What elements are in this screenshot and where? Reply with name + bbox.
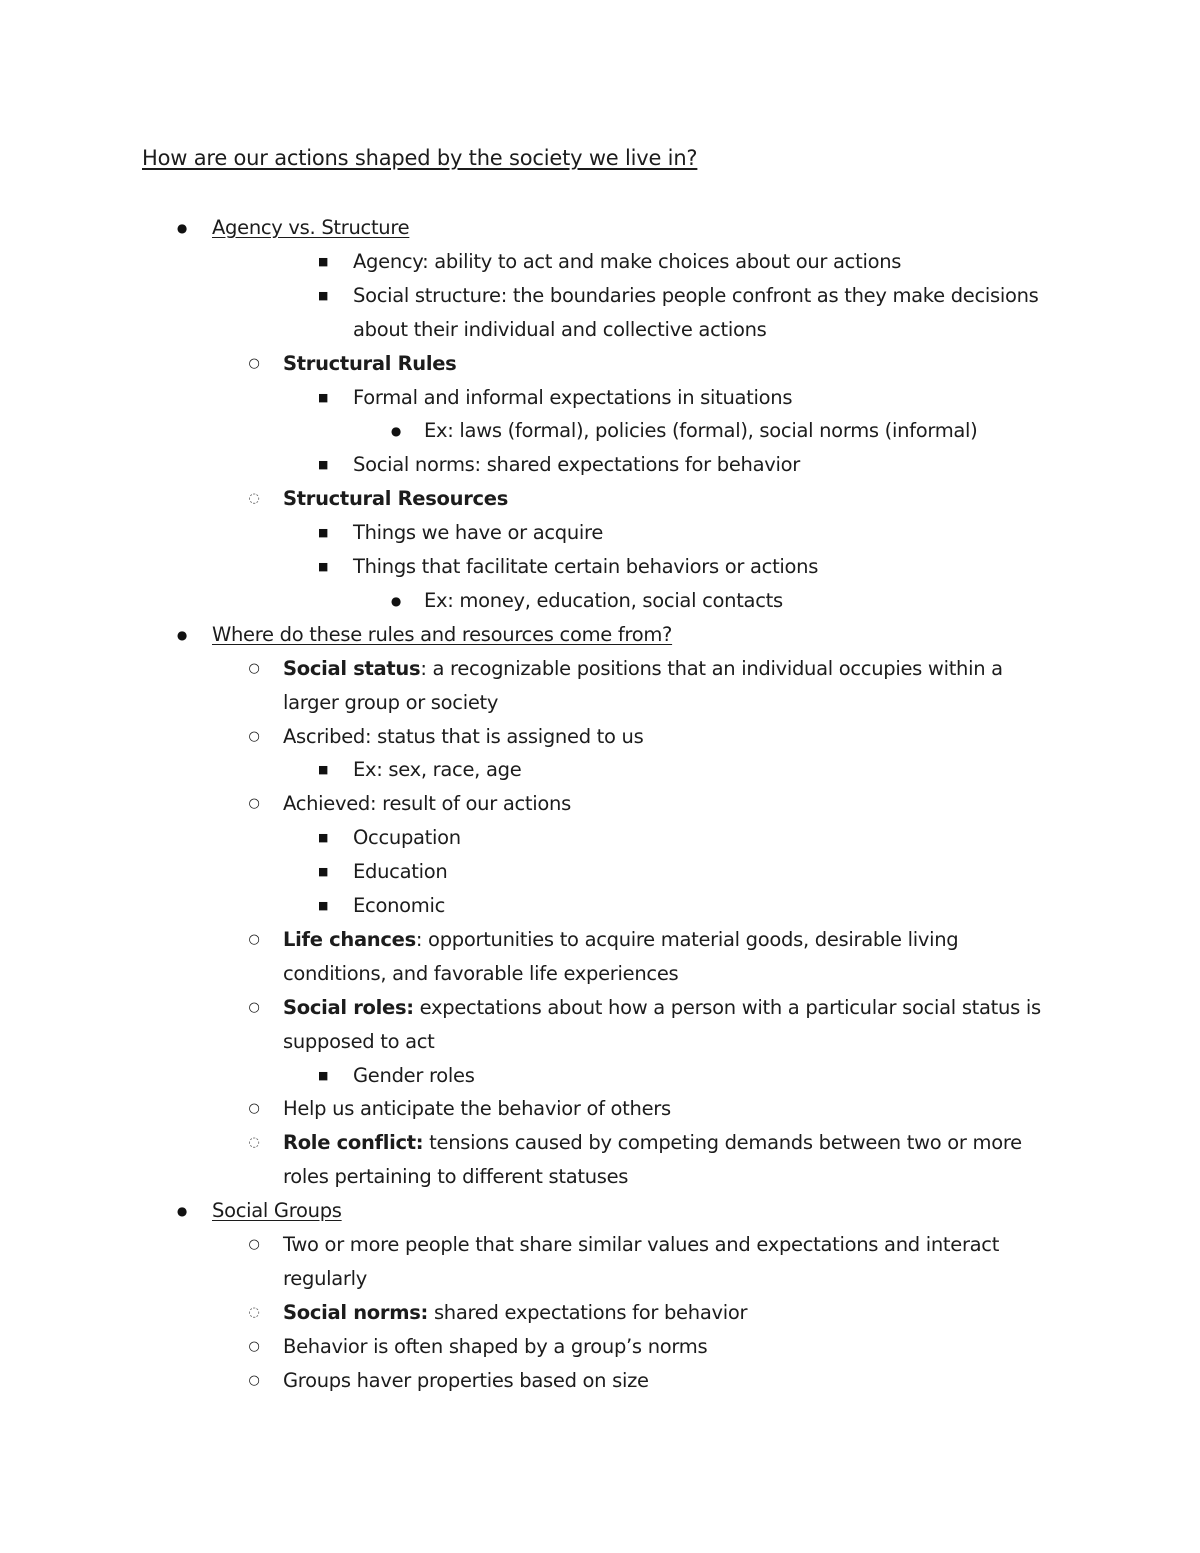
outline-text: [353, 753, 521, 787]
bold-term: Life chances: [283, 927, 416, 951]
outline-text: [283, 1025, 435, 1059]
circle-bullet-icon: ○: [248, 355, 260, 371]
outline-text: [283, 787, 571, 821]
body-text: about their individual and collective actions: [353, 317, 767, 341]
body-text: Agency: ability to act and make choices about our actions: [353, 249, 902, 273]
body-text: Groups haver properties based on size: [283, 1368, 649, 1392]
body-text: Formal and informal expectations in situations: [353, 385, 793, 409]
circle-bullet-icon: ○: [248, 728, 260, 744]
body-text: Ex: money, education, social contacts: [424, 588, 783, 612]
outline-text: [283, 1296, 747, 1330]
body-text: Education: [353, 860, 448, 884]
outline-text: [353, 313, 767, 347]
bold-term: Structural Rules: [283, 351, 457, 375]
outline-text: [353, 381, 792, 415]
bold-term: Structural Resources: [283, 487, 509, 511]
circle-bullet-icon: ○: [248, 1237, 260, 1252]
bold-term: Role conflict:: [283, 1131, 424, 1155]
square-bullet-icon: ■: [317, 390, 329, 404]
body-text: regularly: [283, 1266, 367, 1290]
outline-text: [283, 1160, 628, 1194]
outline-text: [353, 245, 901, 279]
circle-bullet-icon: ○: [248, 1101, 260, 1117]
body-text: tensions caused by competing demands between two or more: [423, 1131, 1022, 1155]
body-text: Achieved: result of our actions: [283, 792, 571, 816]
body-text: Things that facilitate certain behaviors or actions: [353, 555, 819, 578]
outline-text: [283, 1330, 707, 1364]
square-bullet-icon: ■: [317, 831, 329, 845]
outline-text: [353, 550, 818, 584]
outline-text: [283, 482, 508, 516]
body-text: expectations about how a person with a particular social status is: [413, 995, 1041, 1019]
outline-text: [283, 1364, 649, 1398]
body-text: Occupation: [353, 826, 461, 850]
outline-text: [283, 686, 498, 720]
outline-text: [424, 414, 977, 448]
square-bullet-icon: ■: [317, 526, 329, 540]
outline-text: [353, 889, 445, 923]
circle-bullet-icon: ○: [248, 1338, 260, 1354]
bold-term: Social norms:: [283, 1300, 429, 1324]
disc-bullet-icon: ●: [176, 1204, 188, 1219]
body-text: shared expectations for behavior: [428, 1300, 748, 1324]
dotted-bullet-icon: ◌: [248, 491, 260, 507]
outline-text: [353, 448, 800, 482]
outline-text: [353, 1059, 475, 1093]
square-bullet-icon: ■: [317, 865, 329, 879]
outline-text: [283, 1262, 367, 1296]
body-text: Help us anticipate the behavior of others: [283, 1097, 671, 1121]
circle-bullet-icon: ○: [248, 796, 260, 812]
square-bullet-icon: ■: [317, 763, 329, 777]
section-heading: Social Groups: [212, 1199, 342, 1223]
outline-text: [212, 618, 672, 652]
outline-text: [283, 923, 958, 957]
disc-bullet-icon: ●: [176, 627, 188, 642]
body-text: larger group or society: [283, 690, 499, 714]
section-heading: Agency vs. Structure: [212, 216, 410, 239]
outline-text: [353, 516, 603, 550]
outline-text: [283, 1228, 999, 1262]
body-text: Ex: sex, race, age: [353, 758, 522, 782]
body-text: Ascribed: status that is assigned to us: [283, 724, 644, 748]
disc-bullet-icon: ●: [390, 593, 402, 608]
body-text: Behavior is often shaped by a group’s norms: [283, 1334, 708, 1358]
body-text: Two or more people that share similar values and expectations and interact: [283, 1233, 1000, 1256]
disc-bullet-icon: ●: [390, 424, 402, 439]
square-bullet-icon: ■: [317, 288, 329, 302]
outline-text: [283, 957, 678, 991]
dotted-bullet-icon: ◌: [248, 1304, 260, 1320]
outline-text: [353, 855, 447, 889]
section-heading: Where do these rules and resources come from?: [212, 622, 673, 646]
bold-term: Social roles:: [283, 995, 414, 1019]
body-text: : a recognizable positions that an individual occupies within a: [420, 656, 1003, 680]
body-text: Social structure: the boundaries people confront as they make decisions: [353, 283, 1039, 307]
circle-bullet-icon: ○: [248, 931, 260, 947]
square-bullet-icon: ■: [317, 899, 329, 912]
square-bullet-icon: ■: [317, 1068, 329, 1082]
body-text: supposed to act: [283, 1029, 435, 1053]
body-text: Gender roles: [353, 1063, 475, 1087]
outline-text: [283, 347, 457, 381]
outline-text: [212, 211, 409, 245]
body-text: : opportunities to acquire material goods, desirable living: [415, 927, 959, 951]
outline-text: [353, 821, 461, 855]
outline-text: [424, 584, 783, 618]
outline-text: [283, 720, 643, 754]
circle-bullet-icon: ○: [248, 999, 260, 1015]
bold-term: Social status: [283, 656, 421, 680]
square-bullet-icon: ■: [317, 458, 329, 472]
outline-text: [283, 991, 1041, 1025]
body-text: Ex: laws (formal), policies (formal), social norms (informal): [424, 419, 978, 443]
body-text: Things we have or acquire: [353, 521, 604, 545]
body-text: roles pertaining to different statuses: [283, 1165, 629, 1189]
outline-text: [212, 1194, 342, 1228]
outline-text: [283, 1092, 671, 1126]
body-text: Social norms: shared expectations for behavior: [353, 453, 800, 477]
body-text: Economic: [353, 894, 445, 917]
square-bullet-icon: ■: [317, 560, 329, 573]
circle-bullet-icon: ○: [248, 660, 260, 676]
outline-text: [283, 1126, 1022, 1160]
circle-bullet-icon: ○: [248, 1372, 260, 1388]
page-title: How are our actions shaped by the society we live in?: [142, 146, 698, 170]
dotted-bullet-icon: ◌: [248, 1135, 260, 1151]
body-text: conditions, and favorable life experiences: [283, 961, 679, 985]
outline-text: [353, 279, 1039, 313]
outline-text: [283, 652, 1003, 686]
square-bullet-icon: ■: [317, 254, 329, 268]
disc-bullet-icon: ●: [176, 221, 188, 235]
